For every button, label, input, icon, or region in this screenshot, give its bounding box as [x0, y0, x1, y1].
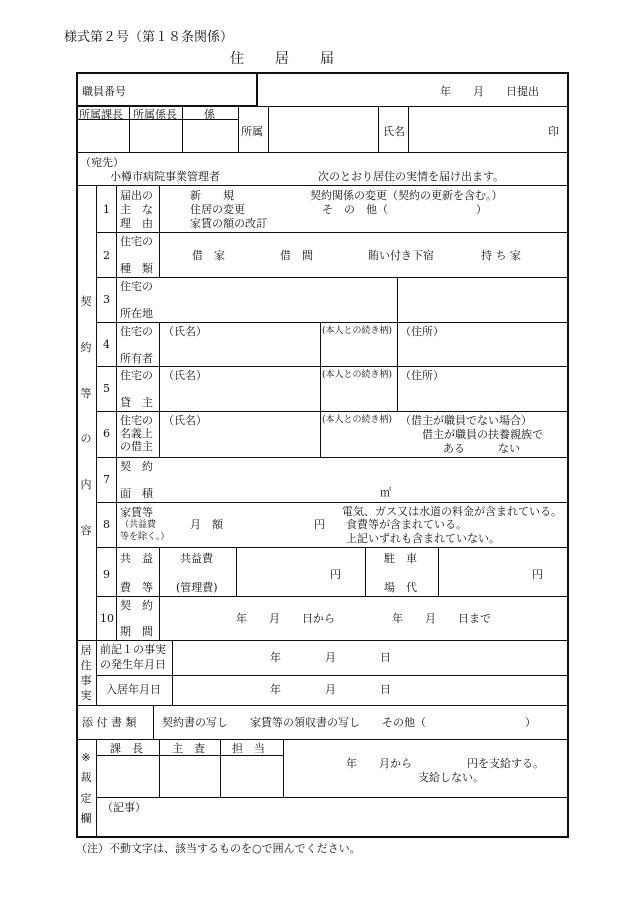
row3-label-b: 所在地 — [120, 307, 153, 320]
decision-chief-label: 課 長 — [110, 742, 143, 755]
no-payment-decision: 支給しない。 — [418, 771, 484, 784]
monthly-amount-label: 月 額 — [190, 518, 223, 531]
owner-name-label: （氏名） — [163, 325, 207, 338]
reason-new[interactable]: 新 規 — [190, 189, 234, 202]
parking-yen: 円 — [532, 568, 543, 581]
payment-decision: 年 月から 円を支給する。 — [346, 757, 544, 770]
footnote: （注）不動文字は、該当するものを○で囲んでください。 — [76, 842, 361, 855]
area-unit: ㎡ — [380, 486, 391, 499]
lender-name-label: （氏名） — [163, 369, 207, 382]
occurrence-label-b: の発生年月日 — [100, 658, 166, 671]
rent-includes-meals[interactable]: 食費等が含まれている。 — [346, 518, 467, 531]
row6-label-c: の借主 — [120, 440, 153, 453]
period-to: 年 月 日まで — [392, 612, 491, 625]
row6-label-b: 名義上 — [120, 427, 153, 440]
occurrence-date: 年 月 日 — [270, 651, 391, 664]
occurrence-label-a: 前記１の事実 — [100, 643, 166, 656]
row6-label-a: 住宅の — [120, 414, 153, 427]
row7-label-a: 契 約 — [120, 460, 153, 473]
common-fee-yen: 円 — [330, 568, 341, 581]
decision-staff-label: 担 当 — [232, 742, 265, 755]
borrower-note-1: （借主が職員でない場合） — [400, 414, 532, 427]
subsection-chief-label: 所属係長 — [133, 108, 177, 121]
addressee-label: （宛先） — [80, 156, 124, 169]
attachments-label: 添 付 書 類 — [82, 716, 137, 729]
period-from: 年 月 日から — [236, 612, 335, 625]
seal-mark: 印 — [548, 125, 559, 138]
declaration-text: 次のとおり居住の実情を届け出ます。 — [318, 170, 505, 183]
row-number: 2 — [103, 249, 110, 262]
decision-section-label: ※ 裁 定 欄 — [80, 751, 92, 825]
row-number: 3 — [103, 293, 110, 306]
rent-label-note-a: （共益費 — [120, 520, 157, 530]
borrower-note-2: 借主が職員の扶養親族で — [422, 428, 543, 441]
reason-rent-revision[interactable]: 家賃の額の改訂 — [190, 217, 267, 230]
row3-label-a: 住宅の — [120, 280, 153, 293]
management-fee-label: (管理費) — [176, 581, 218, 594]
affiliation-label: 所属 — [241, 125, 263, 138]
row5-label-b: 貸 主 — [120, 396, 153, 409]
reason-contract-change[interactable]: 契約関係の変更（契約の更新を含む。） — [310, 189, 503, 202]
owner-address-label: （住所） — [400, 325, 444, 338]
row-number: 8 — [103, 518, 110, 531]
type-room[interactable]: 借 間 — [280, 249, 313, 262]
row4-label-b: 所有者 — [120, 352, 153, 365]
move-in-date: 年 月 日 — [270, 683, 391, 696]
dependent-yes-no[interactable]: ある ない — [443, 442, 520, 455]
row-number: 1 — [103, 203, 110, 216]
decision-senior-label: 主 査 — [172, 742, 205, 755]
common-fee-label: 共益費 — [180, 552, 213, 565]
rent-includes-none[interactable]: 上記いずれも含まれていない。 — [346, 532, 500, 545]
rent-label-note-b: 等を除く。） — [120, 532, 170, 542]
name-label: 氏名 — [383, 125, 405, 138]
row9-label-a: 共 益 — [120, 552, 153, 565]
row4-label-a: 住宅の — [120, 325, 153, 338]
row1-label-b: 主 な — [120, 203, 153, 216]
type-owned[interactable]: 持 ち 家 — [481, 249, 521, 262]
parking-label-b: 場 代 — [384, 581, 417, 594]
rent-label: 家賃等 — [120, 506, 153, 519]
borrower-relation-label: (本人との続き柄) — [322, 415, 393, 425]
remarks-label: （記事） — [102, 801, 146, 814]
type-boarding[interactable]: 賄い付き下宿 — [368, 249, 434, 262]
lender-relation-label: (本人との続き柄) — [322, 370, 393, 380]
staff-label: 係 — [204, 108, 215, 121]
owner-relation-label: (本人との続き柄) — [322, 326, 393, 336]
row2-label-a: 住宅の — [120, 235, 153, 248]
form-number: 様式第２号（第１８条関係） — [64, 30, 234, 45]
lender-address-label: （住所） — [400, 369, 444, 382]
row9-label-b: 費 等 — [120, 581, 153, 594]
staff-number-label: 職員番号 — [82, 85, 126, 98]
attachments-list[interactable]: 契約書の写し 家賃等の領収書の写し その他（ ） — [162, 716, 536, 729]
parking-label-a: 駐 車 — [384, 552, 417, 565]
row5-label-a: 住宅の — [120, 369, 153, 382]
row-number: 7 — [103, 473, 110, 486]
row-number: 9 — [103, 568, 110, 581]
row-number: 6 — [103, 427, 110, 440]
row7-label-b: 面 積 — [120, 487, 153, 500]
row-number: 5 — [103, 382, 110, 395]
row-number: 4 — [103, 338, 110, 351]
contract-section-label: 契 約 等 の 内 容 — [80, 295, 92, 537]
borrower-name-label: （氏名） — [163, 414, 207, 427]
row-number: 10 — [100, 612, 114, 625]
row2-label-b: 種 類 — [120, 262, 153, 275]
addressee-name: 小樽市病院事業管理者 — [110, 170, 220, 183]
section-chief-label: 所属課長 — [79, 108, 123, 121]
row10-label-a: 契 約 — [120, 599, 153, 612]
type-house[interactable]: 借 家 — [192, 249, 225, 262]
reason-change-residence[interactable]: 住居の変更 — [190, 203, 245, 216]
residence-fact-label: 居 住 事 実 — [80, 644, 92, 702]
row1-label-c: 理 由 — [120, 217, 153, 230]
row1-label-a: 届出の — [120, 189, 153, 202]
page-title: 住 居 届 — [230, 51, 335, 67]
move-in-label: 入居年月日 — [106, 683, 161, 696]
submission-date: 年 月 日提出 — [440, 85, 539, 98]
row10-label-b: 期 間 — [120, 625, 153, 638]
rent-yen: 円 — [314, 518, 325, 531]
rent-includes-utilities[interactable]: 電気、ガス又は水道の料金が含まれている。 — [342, 505, 562, 518]
reason-other[interactable]: そ の 他（ ） — [322, 203, 487, 216]
